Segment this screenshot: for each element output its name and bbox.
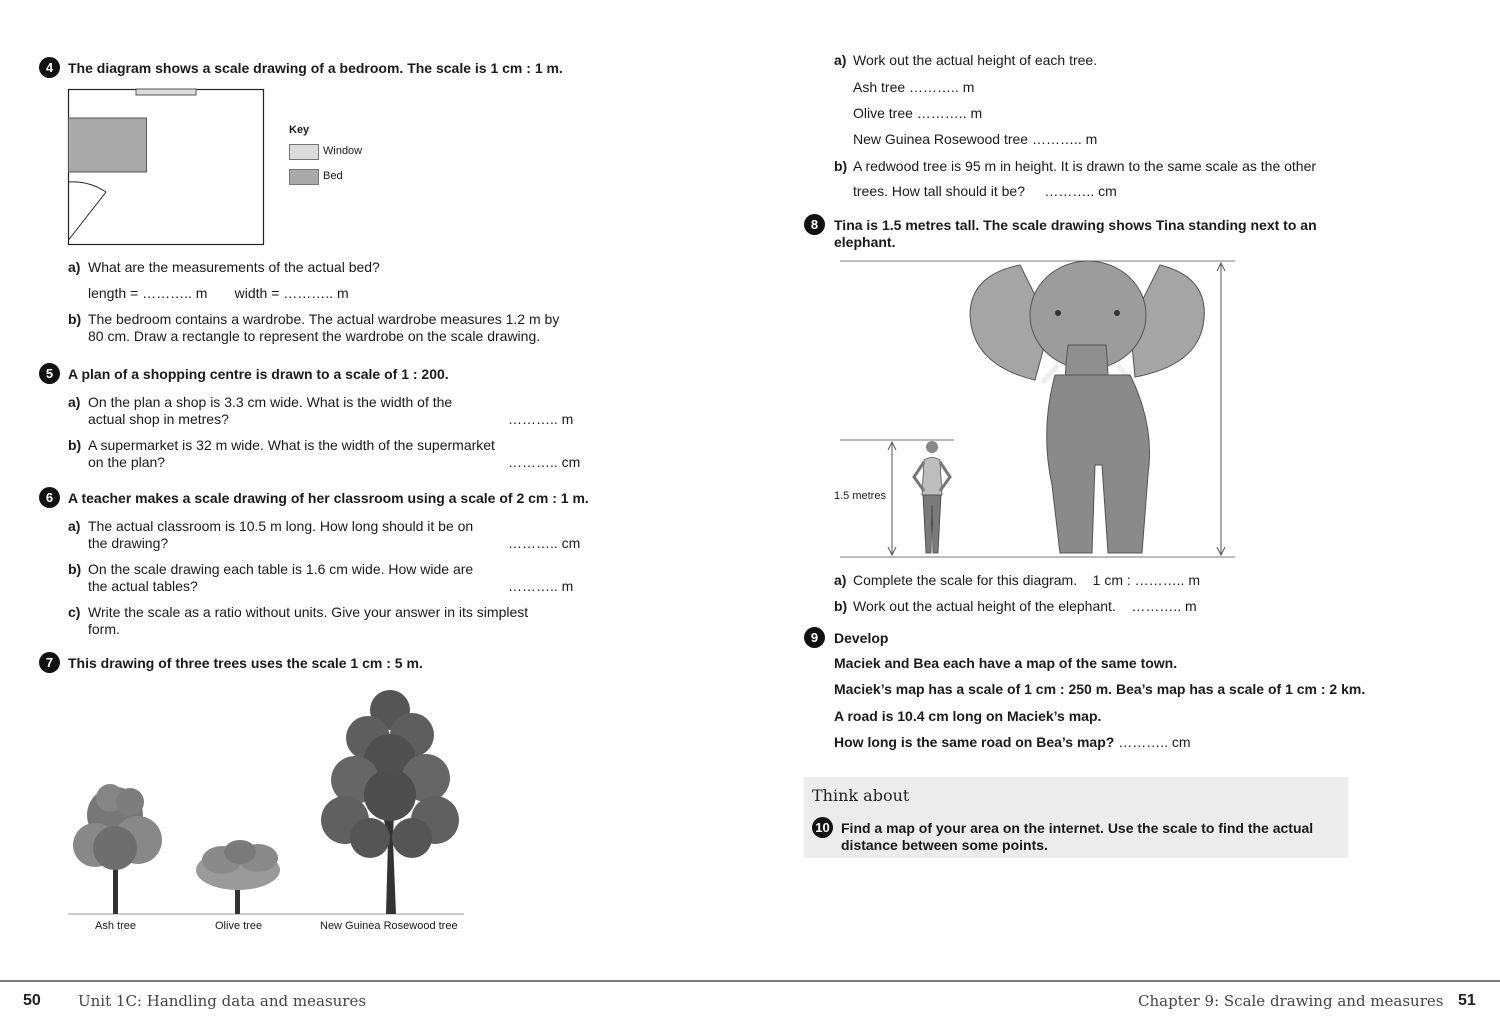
- q7a-text: Work out the actual height of each tree.: [853, 52, 1098, 68]
- q6b-text-2: the actual tables?: [88, 578, 198, 594]
- tree-label-rosewood: New Guinea Rosewood tree: [320, 920, 458, 932]
- olive-tree-illustration: [196, 840, 280, 914]
- q4b-text-1: The bedroom contains a wardrobe. The actual wardrobe measures 1.2 m by: [88, 311, 560, 327]
- q8-title-1: Tina is 1.5 metres tall. The scale drawing shows Tina standing next to an: [834, 217, 1317, 233]
- key-title: Key: [289, 124, 310, 136]
- key-window-swatch: [289, 144, 319, 160]
- q8a-label: a): [834, 572, 847, 588]
- bed-shape: [69, 118, 147, 172]
- q6c-label: c): [68, 604, 81, 620]
- q5b-text-2: on the plan?: [88, 454, 166, 470]
- q5a-text-1: On the plan a shop is 3.3 cm wide. What is the width of the: [88, 394, 453, 410]
- window-shape: [136, 89, 196, 95]
- tina-figure: [914, 441, 950, 553]
- bedroom-scale-drawing: [66, 86, 271, 250]
- q4a-text: What are the measurements of the actual bed?: [88, 259, 380, 275]
- tree-label-olive: Olive tree: [215, 920, 263, 932]
- question-number-6: 6: [39, 487, 60, 508]
- q6-title: A teacher makes a scale drawing of her classroom using a scale of 2 cm : 1 m.: [68, 490, 589, 506]
- q8-title-2: elephant.: [834, 234, 896, 250]
- q9-line-1: Maciek and Bea each have a map of the same town.: [834, 655, 1178, 671]
- q5a-text-2: actual shop in metres?: [88, 411, 229, 427]
- q7b-text-1: A redwood tree is 95 m in height. It is drawn to the same scale as the other: [853, 158, 1317, 174]
- think-about-title: Think about: [812, 786, 910, 805]
- right-running-footer: Chapter 9: Scale drawing and measures: [1138, 992, 1444, 1010]
- q6b-text-1: On the scale drawing each table is 1.6 cm wide. How wide are: [88, 561, 474, 577]
- three-trees-drawing: [60, 680, 480, 920]
- q7a-label: a): [834, 52, 847, 68]
- q7a-answer-rosewood: New Guinea Rosewood tree ……….. m: [853, 131, 1098, 147]
- q5b-text-1: A supermarket is 32 m wide. What is the width of the supermarket: [88, 437, 495, 453]
- q6b-answer: ……….. m: [508, 578, 574, 594]
- ash-tree-illustration: [73, 784, 162, 914]
- q5a-answer: ……….. m: [508, 411, 574, 427]
- q9-line-4: [834, 734, 1191, 751]
- left-running-footer: Unit 1C: Handling data and measures: [78, 992, 367, 1010]
- q9-title: Develop: [834, 630, 889, 646]
- q6b-label: b): [68, 561, 82, 577]
- q6c-text-2: form.: [88, 621, 120, 637]
- q8b-text: Work out the actual height of the elephant. ……….. m: [853, 598, 1197, 614]
- left-page-number: 50: [23, 992, 41, 1009]
- q9-line-2: Maciek’s map has a scale of 1 cm : 250 m. Bea’s map has a scale of 1 cm : 2 km.: [834, 681, 1366, 697]
- question-number-10: 10: [812, 817, 833, 838]
- q6a-text-2: the drawing?: [88, 535, 169, 551]
- q7a-answer-ash: Ash tree ……….. m: [853, 79, 975, 95]
- q9-line-4-question: How long is the same road on Bea’s map?: [834, 734, 1115, 750]
- q8b-label: b): [834, 598, 848, 614]
- q6a-label: a): [68, 518, 81, 534]
- tina-height-label: 1.5 metres: [834, 490, 886, 502]
- q7b-label: b): [834, 158, 848, 174]
- key-bed-swatch: [289, 169, 319, 185]
- q5a-label: a): [68, 394, 81, 410]
- think-line-1: Find a map of your area on the internet. Use the scale to find the actual: [841, 820, 1314, 836]
- q4b-label: b): [68, 311, 82, 327]
- q4a-label: a): [68, 259, 81, 275]
- q7-title: This drawing of three trees uses the scale 1 cm : 5 m.: [68, 655, 423, 671]
- q4a-answer: length = ……….. m width = ……….. m: [88, 285, 349, 301]
- q4b-text-2: 80 cm. Draw a rectangle to represent the wardrobe on the scale drawing.: [88, 328, 541, 344]
- key-bed-label: Bed: [323, 170, 343, 182]
- elephant-figure: [970, 261, 1204, 553]
- rosewood-tree-illustration: [321, 690, 459, 914]
- q7b-text-2: trees. How tall should it be? ……….. cm: [853, 183, 1117, 199]
- key-window-label: Window: [323, 145, 363, 157]
- q5-title: A plan of a shopping centre is drawn to a scale of 1 : 200.: [68, 366, 449, 382]
- q7a-answer-olive: Olive tree ……….. m: [853, 105, 983, 121]
- q5b-answer: ……….. cm: [508, 454, 581, 470]
- question-number-8: 8: [804, 214, 825, 235]
- q5b-label: b): [68, 437, 82, 453]
- q6a-answer: ……….. cm: [508, 535, 581, 551]
- question-number-9: 9: [804, 627, 825, 648]
- q9-line-4-answer: ……….. cm: [1114, 734, 1191, 750]
- right-page-number: 51: [1458, 992, 1476, 1009]
- elephant-scale-drawing: [830, 255, 1250, 565]
- q8a-text: Complete the scale for this diagram. 1 cm : ……….. m: [853, 572, 1200, 588]
- q6a-text-1: The actual classroom is 10.5 m long. How long should it be on: [88, 518, 474, 534]
- q4-title: The diagram shows a scale drawing of a bedroom. The scale is 1 cm : 1 m.: [68, 60, 563, 76]
- q6c-text-1: Write the scale as a ratio without units. Give your answer in its simplest: [88, 604, 529, 620]
- q9-line-3: A road is 10.4 cm long on Maciek’s map.: [834, 708, 1102, 724]
- question-number-5: 5: [39, 363, 60, 384]
- footer-divider: [0, 980, 1500, 982]
- think-line-2: distance between some points.: [841, 837, 1048, 853]
- tree-label-ash: Ash tree: [95, 920, 136, 932]
- question-number-7: 7: [39, 652, 60, 673]
- question-number-4: 4: [39, 57, 60, 78]
